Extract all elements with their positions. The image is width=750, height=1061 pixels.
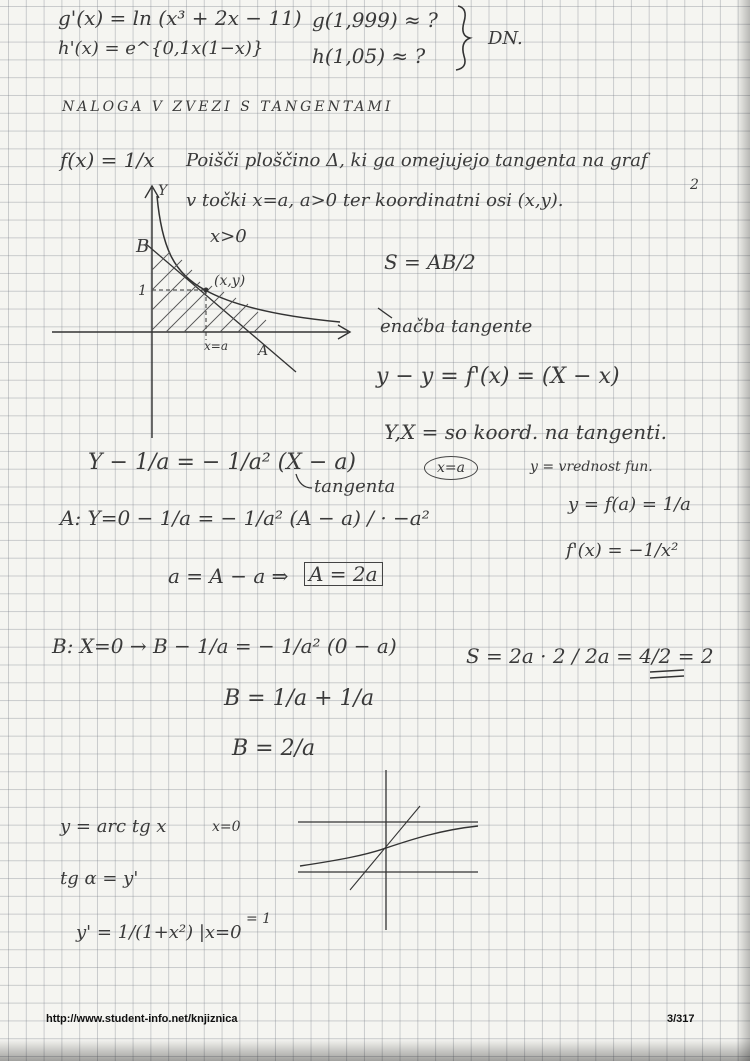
b-intercept-equation: B: X=0 → B − 1/a = − 1/a² (0 − a) (52, 634, 397, 658)
graph-b-label: B (136, 236, 150, 257)
footer-page-number: 3/317 (667, 1013, 695, 1025)
xa-oval: x=a (424, 456, 478, 480)
problem-function: f(x) = 1/x (60, 148, 155, 172)
problem-superscript: 2 (690, 177, 699, 193)
tangent-point (204, 288, 209, 293)
f-prime: f'(x) = −1/x² (566, 540, 679, 561)
arctg-derivative-value: = 1 (246, 911, 272, 927)
graph-a-label: A (258, 343, 269, 359)
b-sum: B = 1/a + 1/a (224, 686, 375, 711)
arctg-derivative: y' = 1/(1+x²) |x=0 (76, 922, 242, 943)
f-of-a: y = f(a) = 1/a (568, 494, 691, 515)
header-h-question: h(1,05) ≈ ? (312, 44, 426, 68)
header-g-derivative: g'(x) = ln (x³ + 2x − 11) (58, 6, 302, 30)
footer-url[interactable]: http://www.student-info.net/knjiznica (46, 1013, 238, 1025)
tangent-equation: Y − 1/a = − 1/a² (X − a) (88, 450, 357, 475)
graph-y-label: Y (158, 183, 168, 199)
area-result: S = 2a · 2 / 2a = 4/2 = 2 (466, 644, 714, 668)
header-h-derivative: h'(x) = e^{0,1x(1−x)} (58, 38, 264, 59)
b-result: B = 2/a (232, 736, 316, 761)
a-result-left: a = A − a ⇒ (168, 564, 289, 588)
arctg-x0: x=0 (212, 819, 241, 835)
value-note: y = vrednost fun. (530, 459, 653, 475)
problem-line-2: v točki x=a, a>0 ter koordinatni osi (x,y). (186, 190, 564, 211)
header-g-question: g(1,999) ≈ ? (312, 8, 438, 32)
tangenta-arrow (296, 474, 312, 488)
arctg-tangent (350, 806, 420, 890)
problem-line-1: Poišči ploščino Δ, ki ga omejujejo tangenta na graf (186, 150, 648, 171)
header-dn-note: DN. (488, 28, 523, 49)
tangent-slope: tg α = y' (60, 868, 139, 889)
header-brace (456, 6, 470, 70)
a-intercept-equation: A: Y=0 − 1/a = − 1/a² (A − a) / · −a² (60, 506, 430, 530)
section-title: NALOGA V ZVEZI S TANGENTAMI (62, 99, 394, 115)
graph-condition: x>0 (210, 226, 247, 247)
graph-xa-label: x=a (204, 339, 228, 353)
tangenta-label: tangenta (314, 476, 396, 497)
arctg-curve (300, 826, 478, 866)
graph-one-label: 1 (138, 283, 147, 299)
result-underline-2 (650, 676, 684, 678)
result-underline-1 (650, 670, 684, 672)
graph-point-label: (x,y) (214, 273, 246, 289)
arctg-definition: y = arc tg x (60, 816, 167, 837)
area-formula: S = AB/2 (384, 250, 476, 274)
coordinates-note: Y,X = so koord. na tangenti. (384, 420, 667, 444)
a-result-box: A = 2a (304, 562, 383, 586)
hyperbola-curve (157, 196, 340, 322)
tangent-general-equation: y − y = f'(x) = (X − x) (376, 364, 620, 389)
tangent-heading: enačba tangente (380, 316, 533, 337)
